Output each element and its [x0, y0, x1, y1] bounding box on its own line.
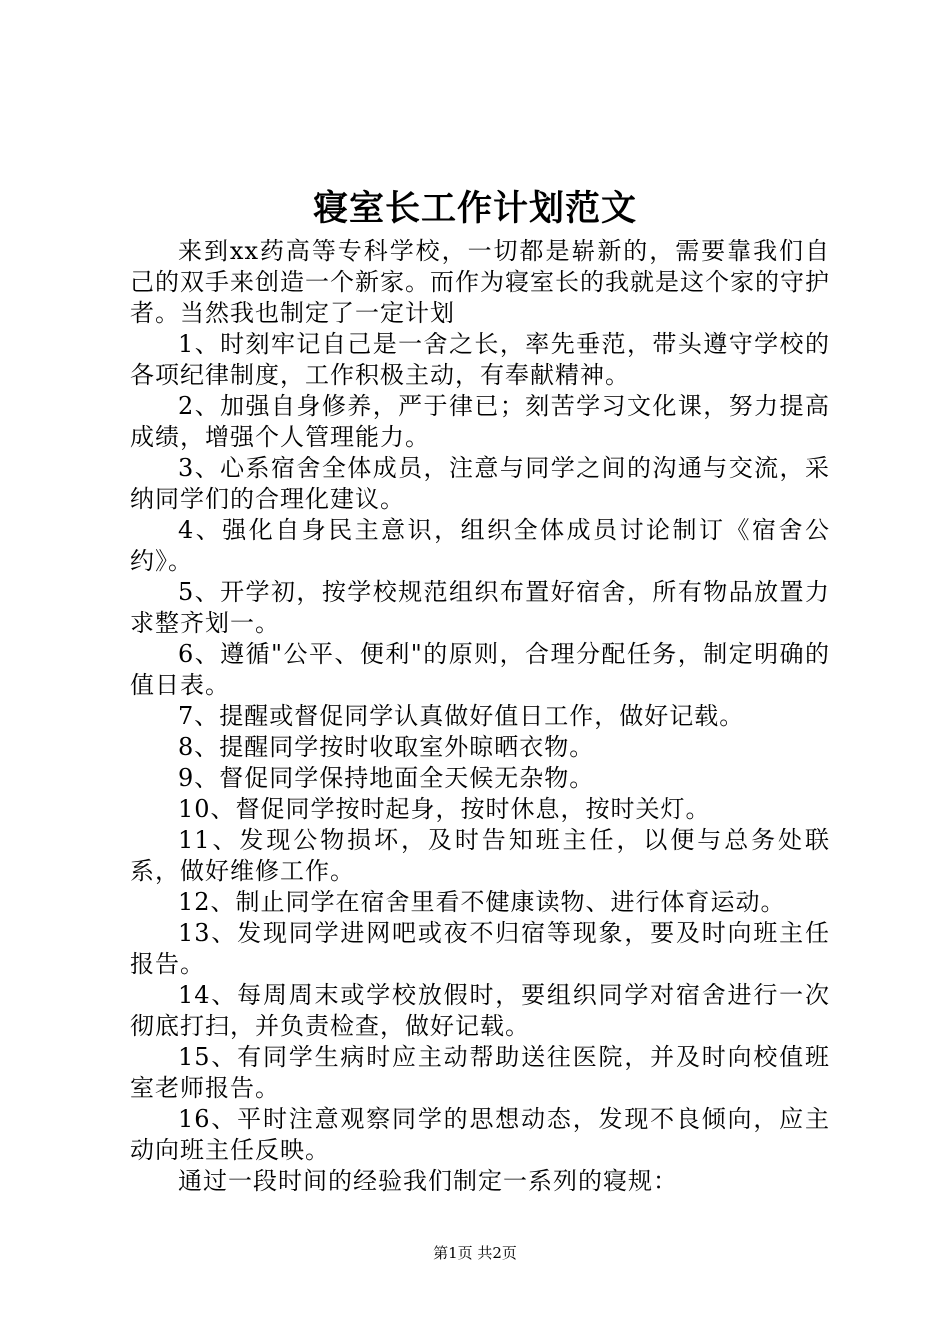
- plan-item-10: 10、督促同学按时起身，按时休息，按时关灯。: [178, 795, 711, 823]
- intro-paragraph: 来到xx药高等专科学校，一切都是崭新的，需要靠我们自己的双手来创造一个新家。而作为寝室长的我就是这个家的守护者。当然我也制定了一定计划: [130, 237, 830, 327]
- plan-item-4: 4、强化自身民主意识，组织全体成员讨论制订《宿舍公约》。: [130, 516, 830, 575]
- plan-item-3: 3、心系宿舍全体成员，注意与同学之间的沟通与交流，采纳同学们的合理化建议。: [130, 454, 830, 513]
- plan-item-14: 14、每周周末或学校放假时，要组织同学对宿舍进行一次彻底打扫，并负责检查，做好记载。: [130, 981, 830, 1040]
- plan-item-9: 9、督促同学保持地面全天候无杂物。: [178, 764, 595, 792]
- plan-item-16: 16、平时注意观察同学的思想动态，发现不良倾向，应主动向班主任反映。: [130, 1105, 830, 1164]
- plan-item-12: 12、制止同学在宿舍里看不健康读物、进行体育运动。: [178, 888, 786, 916]
- plan-item-7: 7、提醒或督促同学认真做好值日工作，做好记载。: [178, 702, 745, 730]
- page-footer: 第1页 共2页: [433, 1244, 517, 1262]
- plan-item-11: 11、发现公物损坏，及时告知班主任，以便与总务处联系，做好维修工作。: [130, 826, 830, 885]
- plan-item-1: 1、时刻牢记自己是一舍之长，率先垂范，带头遵守学校的各项纪律制度，工作积极主动，有奉献精神。: [130, 330, 830, 389]
- closing-paragraph: 通过一段时间的经验我们制定一系列的寝规：: [178, 1167, 678, 1195]
- plan-item-5: 5、开学初，按学校规范组织布置好宿舍，所有物品放置力求整齐划一。: [130, 578, 830, 637]
- plan-item-15: 15、有同学生病时应主动帮助送往医院，并及时向校值班室老师报告。: [130, 1043, 830, 1102]
- document-title: 寝室长工作计划范文: [312, 188, 637, 229]
- document-body: [130, 236, 830, 1197]
- plan-item-8: 8、提醒同学按时收取室外晾晒衣物。: [178, 733, 595, 761]
- plan-item-2: 2、加强自身修养，严于律已；刻苦学习文化课，努力提高成绩，增强个人管理能力。: [130, 392, 830, 451]
- plan-item-13: 13、发现同学进网吧或夜不归宿等现象，要及时向班主任报告。: [130, 919, 830, 978]
- plan-item-6: 6、遵循"公平、便利"的原则，合理分配任务，制定明确的值日表。: [130, 640, 830, 699]
